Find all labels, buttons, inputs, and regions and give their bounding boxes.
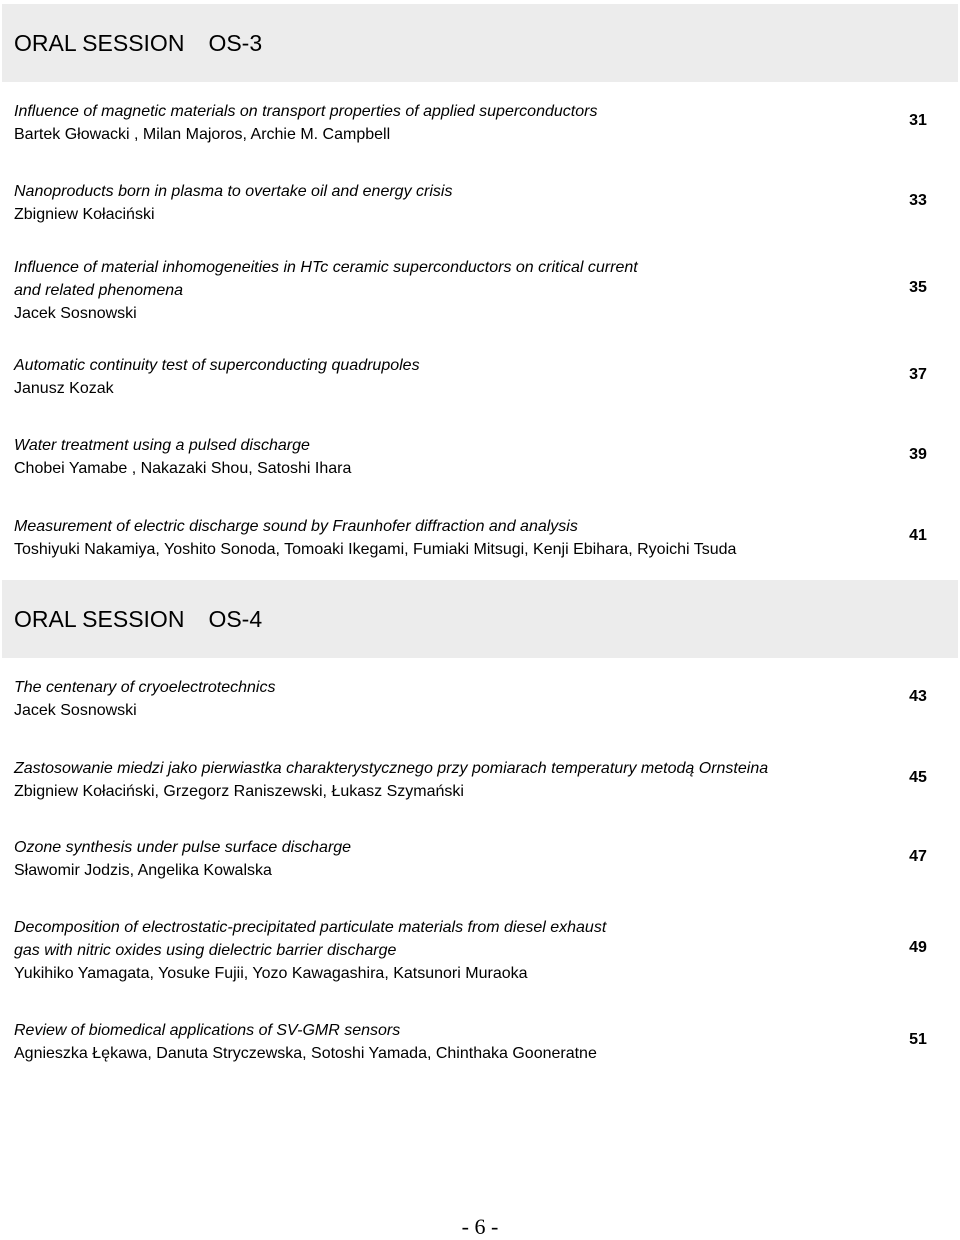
entry-page-number: 45 <box>909 769 927 786</box>
page-footer-number: - 6 - <box>461 1214 499 1239</box>
entry-page-number: 47 <box>909 848 927 865</box>
entry-page-number: 41 <box>909 527 927 544</box>
entry-page-number: 51 <box>909 1031 927 1048</box>
entry-title: The centenary of cryoelectrotechnics <box>14 679 276 696</box>
entry-page-number: 33 <box>909 192 927 209</box>
toc-entry[interactable] <box>14 256 944 325</box>
toc-entry[interactable] <box>14 757 944 803</box>
entry-title: Zastosowanie miedzi jako pierwiastka charakterystycznego przy pomiarach temperatury metodą Ornsteina <box>14 760 769 777</box>
entry-title: Influence of material inhomogeneities in HTc ceramic superconductors on critical current and related phenomena <box>14 259 638 299</box>
toc-entry[interactable] <box>14 180 944 226</box>
entry-title: Ozone synthesis under pulse surface discharge <box>14 839 352 856</box>
entry-authors: Yukihiko Yamagata, Yosuke Fujii, Yozo Kawagashira, Katsunori Muraoka <box>14 965 528 982</box>
session-id: OS-4 <box>208 605 263 632</box>
toc-entry[interactable] <box>14 434 944 480</box>
session-label: ORAL SESSION <box>14 29 185 56</box>
entry-page-number: 37 <box>909 366 927 383</box>
entry-authors: Sławomir Jodzis, Angelika Kowalska <box>14 862 272 879</box>
toc-entry[interactable] <box>14 354 944 400</box>
entry-authors: Jacek Sosnowski <box>14 702 137 719</box>
entry-authors: Jacek Sosnowski <box>14 305 137 322</box>
entry-authors: Agnieszka Łękawa, Danuta Stryczewska, Sotoshi Yamada, Chinthaka Gooneratne <box>14 1045 597 1062</box>
entry-title: Review of biomedical applications of SV-GMR sensors <box>14 1022 401 1039</box>
entry-page-number: 39 <box>909 446 927 463</box>
entry-page-number: 49 <box>909 939 927 956</box>
entry-authors: Bartek Głowacki , Milan Majoros, Archie M. Campbell <box>14 126 391 143</box>
entry-authors: Toshiyuki Nakamiya, Yoshito Sonoda, Tomoaki Ikegami, Fumiaki Mitsugi, Kenji Ebihara, Ryoichi Tsuda <box>14 541 737 558</box>
entry-page-number: 35 <box>909 279 927 296</box>
entry-title: Influence of magnetic materials on transport properties of applied superconductors <box>14 103 598 120</box>
entry-page-number: 43 <box>909 688 927 705</box>
session-id: OS-3 <box>208 29 263 56</box>
entry-authors: Zbigniew Kołaciński <box>14 206 155 223</box>
toc-entry[interactable] <box>14 836 944 882</box>
entry-page-number: 31 <box>909 112 927 129</box>
section-header-os4 <box>2 580 958 658</box>
entry-title: Automatic continuity test of superconducting quadrupoles <box>14 357 420 374</box>
toc-entry[interactable] <box>14 1019 944 1065</box>
session-label: ORAL SESSION <box>14 605 185 632</box>
toc-entry[interactable] <box>14 676 944 722</box>
entry-authors: Zbigniew Kołaciński, Grzegorz Raniszewski, Łukasz Szymański <box>14 783 464 800</box>
entry-authors: Chobei Yamabe , Nakazaki Shou, Satoshi Ihara <box>14 460 352 477</box>
toc-entry[interactable] <box>14 916 944 985</box>
section-header-os3 <box>2 4 958 82</box>
entry-authors: Janusz Kozak <box>14 380 114 397</box>
entry-title: Nanoproducts born in plasma to overtake oil and energy crisis <box>14 183 453 200</box>
toc-entry[interactable] <box>14 100 944 146</box>
entry-title: Water treatment using a pulsed discharge <box>14 437 310 454</box>
toc-entry[interactable] <box>14 515 944 561</box>
entry-title: Measurement of electric discharge sound by Fraunhofer diffraction and analysis <box>14 518 578 535</box>
entry-title: Decomposition of electrostatic-precipitated particulate materials from diesel exhaust gas with nitric oxides using dielectric barrier discharge <box>14 919 607 959</box>
